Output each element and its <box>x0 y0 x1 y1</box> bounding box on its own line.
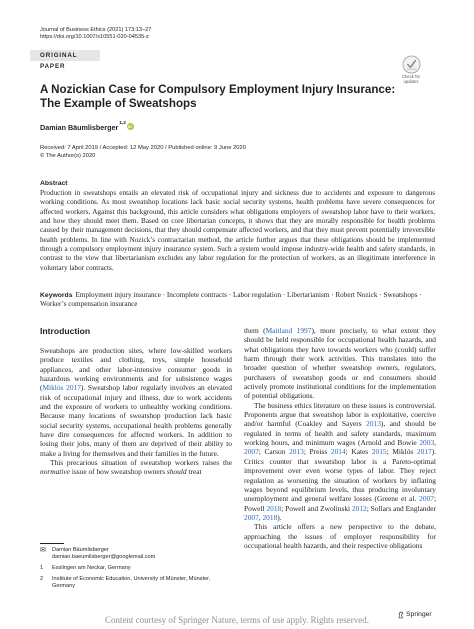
author-line <box>40 123 134 132</box>
affiliation-marker: 1 <box>40 565 44 571</box>
paper-type-label: ORIGINAL PAPER <box>30 50 100 61</box>
citation-link[interactable]: 2003 <box>419 438 435 448</box>
citation-link[interactable]: Maitland 1997 <box>265 326 312 335</box>
history-dates: Received: 7 April 2019 / Accepted: 12 May 2020 / Published online: 9 June 2020 <box>40 145 246 151</box>
citation-link[interactable]: 2013 <box>366 419 381 429</box>
article-title: A Nozickian Case for Compulsory Employment Injury Insurance: The Example of Sweatshops <box>40 83 396 111</box>
journal-citation: Journal of Business Ethics (2021) 173:13–27 <box>40 27 152 33</box>
section-heading-introduction: Introduction <box>40 326 91 336</box>
keywords-list: Employment injury insurance · Incomplete contracts · Labor regulation · Libertarianism · Robert Nozick · Sweatshops · Worker’s compensation insurance <box>40 291 422 309</box>
author-affiliation-marks: 1,2 <box>119 121 126 126</box>
intro-paragraph-4: This article offers a new perspective to the debate, approaching the issues of employer responsibility for occupational health hazards, and their respective obligations <box>244 522 436 550</box>
corresponding-author-name: Damian Bäumlisberger <box>52 547 109 553</box>
intro-paragraph-3: The business ethics literature on these issues is controversial. Proponents argue that sweatshop labor is exploitative, coercive and/or harmful (Coakley and Sayers 2013), and should be regulated in terms of health and safety standards, maximum working hours, and minimum wages (Arnold and Bowie 2003, 2007; Carson 2013; Preiss 2014; Kates 2015; Miklós 2017). Critics counter that sweatshop labor is a Pareto-optimal improvement over even worse types of labor. They reject regulation as worsening the situation of workers by inflating wages beyond equilibrium levels, thus producing involuntary unemployment and general welfare losses (Greene et al. 2007; Powell 2018; Powell and Zwolinski 2012; Sollars and Englander 2007, 2018). <box>244 400 437 522</box>
citation-link[interactable]: 2007 <box>419 494 434 504</box>
keywords-block <box>40 291 435 309</box>
check-for-updates-badge[interactable] <box>393 55 429 85</box>
corresponding-author-note <box>40 547 232 561</box>
right-column <box>244 326 436 550</box>
intro-paragraph-2: This precarious situation of sweatshop workers raises the normative issue of how sweatshop owners should treat <box>40 458 232 477</box>
left-column <box>40 346 232 477</box>
check-updates-text: Check for updates <box>402 74 420 84</box>
abstract-body: Production in sweatshops entails an elevated risk of occupational injury and sickness due to accidents and exposure to dangerous working conditions. As most sweatshop locations lack basic social security systems, health problems have severe consequences for affected workers. Against this background, this article considers what obligations employers of sweatshop labor have to their workers, and how they should meet them. Based on core libertarian concepts, it shows that they are morally responsible for health problems caused by their management decisions, that they should compensate affected workers, and that they must prevent potentially irreversible health problems. In line with Nozick’s contractarian method, the article further argues that these obligations should be implemented through a compulsory employment injury insurance system. Such a system would impose industry-wide health and safety standards, in contrast to the view that libertarianism excludes any labor regulation for the protection of workers, as an illegitimate interference in voluntary labor contracts. <box>40 189 435 272</box>
citation-link[interactable]: 2017 <box>416 447 432 457</box>
citation-link[interactable]: Miklós 2017 <box>42 383 81 393</box>
footnotes <box>40 547 232 594</box>
intro-paragraph-1: Sweatshops are production sites, where low-skilled workers produce textiles and clothing, toys, simple household appliances, and other labor-intensive consumer goods in hazardous working environments and for subsistence wages (Miklós 2017). Sweatshop labor regularly involves an elevated risk of occupational injury and illness, due to work accidents and the exposure of workers to unhealthy working conditions. Because many locations of sweatshop production lack basic social security systems, occupational health problems generally have dire consequences for affected workers. In addition to losing their jobs, many of them are deprived of their ability to make a living for themselves and their families in the future. <box>40 346 232 458</box>
envelope-icon: ✉ <box>40 547 46 554</box>
abstract-heading: Abstract <box>40 180 68 187</box>
citation-link[interactable]: 2013 <box>289 447 304 457</box>
publisher-name: Springer <box>406 611 432 618</box>
footnote-divider <box>40 543 64 544</box>
keywords-label: Keywords <box>40 292 73 299</box>
affiliation-2 <box>40 576 232 590</box>
courtesy-watermark: Content courtesy of Springer Nature, terms of use apply. Rights reserved. <box>104 615 370 625</box>
citation-link[interactable]: 2014 <box>330 447 346 457</box>
citation-link[interactable]: 2018 <box>266 503 282 513</box>
doi-link[interactable]: https://doi.org/10.1007/s10551-020-04535-z <box>40 34 149 41</box>
citation-link[interactable]: 2018 <box>262 512 278 522</box>
affiliation-marker: 2 <box>40 576 44 582</box>
affiliation-1 <box>40 565 232 572</box>
journal-reference <box>40 27 151 42</box>
affiliation-text: Esslingen am Neckar, Germany <box>52 565 131 571</box>
copyright-line: © The Author(s) 2020 <box>40 152 96 159</box>
publication-dates <box>40 145 246 160</box>
corresponding-author-email[interactable]: damian.baeumlisberger@googlemail.com <box>52 554 156 560</box>
orcid-icon[interactable] <box>127 123 134 130</box>
citation-link[interactable]: 2015 <box>371 447 387 457</box>
affiliation-text: Institute of Economic Education, University of Münster, Münster, Germany <box>52 576 211 589</box>
intro-paragraph-2-continued: them (Maitland 1997), more precisely, to what extent they should be held responsible for occupational health hazards, and what obligations they have towards workers who (could) suffer harm through their work activities. This translates into the broader question of whether sweatshop owners, regulators, purchasers of sweatshop goods or end consumers should actively promote institutional conditions for the implementation of potential obligations. <box>244 326 437 401</box>
crossmark-badge-icon <box>402 55 421 74</box>
citation-link[interactable]: 2007 <box>244 447 259 457</box>
citation-link[interactable]: 2012 <box>351 503 367 513</box>
author-name[interactable]: Damian Bäumlisberger <box>40 123 119 132</box>
citation-link[interactable]: 2007 <box>244 512 259 522</box>
